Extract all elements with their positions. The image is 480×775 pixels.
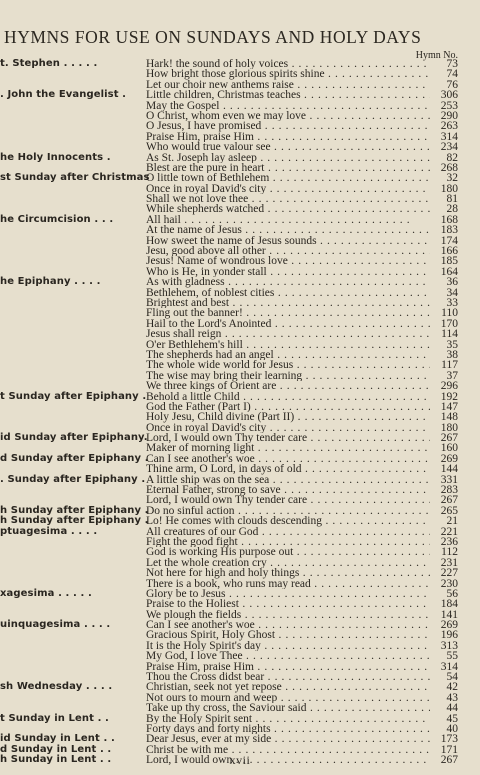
table-row: [0, 568, 480, 578]
hymn-number: 183: [440, 224, 458, 237]
table-row: [0, 693, 480, 703]
hymn-number: 230: [440, 577, 458, 590]
table-row: [0, 475, 480, 485]
table-row: [0, 662, 480, 672]
table-row: [0, 194, 480, 204]
table-row: [0, 641, 480, 651]
hymn-number: 44: [446, 702, 458, 715]
hymn-number: 21: [446, 515, 458, 528]
table-row: [0, 527, 480, 537]
occasion-label: h Sunday in Lent . .: [0, 754, 112, 766]
hymn-number: 28: [446, 203, 458, 216]
hymn-number: 173: [440, 733, 458, 746]
table-row: [0, 433, 480, 443]
hymn-number: 37: [446, 369, 458, 382]
hymn-title: Lord, I would own Thy tender care . .: [146, 433, 430, 443]
occasion-label: t Sunday after Epiphany .: [0, 390, 147, 402]
hymn-number: 42: [446, 681, 458, 694]
table-row: [0, 90, 480, 100]
hymn-number: 34: [446, 286, 458, 299]
hymn-number: 174: [440, 234, 458, 247]
occasion-label: t. Stephen . . . . .: [0, 58, 98, 69]
hymn-number: 221: [440, 525, 458, 538]
hymn-title: Dear Jesus, ever at my side . .: [146, 734, 430, 744]
hymn-title: Let the whole creation cry . .: [146, 558, 430, 568]
hymn-number: 263: [440, 120, 458, 133]
hymn-number: 144: [440, 463, 458, 476]
hymn-number: 267: [440, 754, 458, 767]
hymn-number: 313: [440, 639, 458, 652]
table-row: [0, 59, 480, 69]
hymn-number: 253: [440, 99, 458, 112]
hymn-title: Christ be with me . .: [146, 745, 430, 755]
hymn-number: 269: [440, 452, 458, 465]
hymn-title: Forty days and forty nights . .: [146, 724, 430, 734]
hymn-number: 267: [440, 432, 458, 445]
hymn-title: All creatures of our God . .: [146, 527, 430, 537]
table-row: [0, 454, 480, 464]
hymn-number-column-header: Hymn No.: [415, 50, 458, 61]
table-row: [0, 392, 480, 402]
table-row: [0, 547, 480, 557]
hymn-title: Who would true valour see . .: [146, 142, 430, 152]
hymn-title: God the Father (Part I) . .: [146, 402, 430, 412]
hymn-title: May the Gospel . .: [146, 101, 430, 111]
occasion-label: . Sunday after Epiphany .: [0, 473, 146, 485]
hymn-title: Thou the Cross didst bear . .: [146, 672, 430, 682]
hymn-number: 76: [446, 78, 458, 91]
hymn-number: 306: [440, 89, 458, 102]
hymn-number: 74: [446, 68, 458, 81]
hymn-title: Lord, I would own Thy tender care . .: [146, 495, 430, 505]
hymn-number: 114: [441, 328, 458, 341]
hymn-number: 331: [440, 473, 458, 486]
hymn-title: Hark! the sound of holy voices . .: [146, 59, 430, 69]
occasion-label: uinquagesima . . . .: [0, 619, 111, 631]
occasion-label: st Sunday after Christmas: [0, 172, 150, 184]
hymn-title: Do no sinful action . .: [146, 506, 430, 516]
hymn-title: Holy Jesu, Child divine (Part II) . .: [146, 412, 430, 422]
hymn-title: While shepherds watched . .: [146, 204, 430, 214]
table-row: [0, 329, 480, 339]
table-row: [0, 215, 480, 225]
hymn-number: 265: [440, 504, 458, 517]
hymn-number: 117: [441, 359, 458, 372]
table-row: [0, 630, 480, 640]
hymn-title: A little ship was on the sea . .: [146, 475, 430, 485]
hymn-title: We plough the fields . .: [146, 610, 430, 620]
hymn-title: Fling out the banner! . .: [146, 308, 430, 318]
hymn-number: 32: [446, 172, 458, 185]
hymn-number: 283: [440, 484, 458, 497]
table-row: [0, 402, 480, 412]
table-row: [0, 412, 480, 422]
hymn-title: Eternal Father, strong to save . .: [146, 485, 430, 495]
hymn-title: O Christ, whom even we may love . .: [146, 111, 430, 121]
table-row: [0, 225, 480, 235]
hymn-number: 43: [446, 691, 458, 704]
hymn-title: Little children, Christmas teaches . .: [146, 90, 430, 100]
hymn-number: 236: [440, 535, 458, 548]
hymn-number: 55: [446, 650, 458, 663]
hymn-number: 192: [440, 390, 458, 403]
hymn-number: 170: [440, 317, 458, 330]
hymn-number: 73: [446, 58, 458, 70]
hymn-title: Let our choir new anthems raise . .: [146, 80, 430, 90]
hymn-title: My God, I love Thee . .: [146, 651, 430, 661]
hymn-number: 314: [440, 660, 458, 673]
table-row: [0, 308, 480, 318]
hymn-title: Shall we not love thee . .: [146, 194, 430, 204]
hymn-title: Blest are the pure in heart . .: [146, 163, 430, 173]
hymn-number: 196: [440, 629, 458, 642]
table-row: [0, 69, 480, 79]
table-row: [0, 589, 480, 599]
hymn-number: 234: [440, 141, 458, 154]
table-row: [0, 360, 480, 370]
occasion-label: d Sunday in Lent . .: [0, 743, 112, 755]
hymn-title: Maker of morning light . .: [146, 443, 430, 453]
table-row: [0, 101, 480, 111]
table-row: [0, 371, 480, 381]
hymn-title: Take up thy cross, the Saviour said . .: [146, 703, 430, 713]
hymn-title: All hail . .: [146, 215, 430, 225]
occasion-label: sh Wednesday . . . .: [0, 681, 113, 693]
hymn-title: Praise Him, praise Him . .: [146, 132, 430, 142]
hymn-number: 171: [440, 743, 458, 756]
hymn-title: As St. Joseph lay asleep . .: [146, 153, 430, 163]
table-row: [0, 599, 480, 609]
hymn-title: Once in royal David's city . .: [146, 184, 430, 194]
hymn-number: 112: [441, 546, 458, 559]
hymn-number: 290: [440, 109, 458, 122]
hymn-title: By the Holy Spirit sent . .: [146, 714, 430, 724]
table-row: [0, 236, 480, 246]
table-row: [0, 350, 480, 360]
hymn-number: 35: [446, 338, 458, 351]
occasion-label: id Sunday after Epiphany.: [0, 432, 148, 444]
occasion-label: h Sunday after Epiphany .: [0, 515, 149, 527]
hymn-number: 269: [440, 619, 458, 632]
table-row: [0, 184, 480, 194]
hymn-number: 231: [440, 556, 458, 569]
table-row: [0, 153, 480, 163]
table-row: [0, 714, 480, 724]
hymn-title: Gracious Spirit, Holy Ghost . .: [146, 630, 430, 640]
hymn-title: How sweet the name of Jesus sounds . .: [146, 236, 430, 246]
hymn-number: 227: [440, 567, 458, 580]
hymn-number: 82: [446, 151, 458, 164]
hymn-title: Lord, I would own . .: [146, 755, 430, 765]
table-row: [0, 485, 480, 495]
hymn-title: Bethlehem, of noblest cities . .: [146, 288, 430, 298]
hymn-title: Jesus shall reign . .: [146, 329, 430, 339]
hymn-title: The whole wide world for Jesus . .: [146, 360, 430, 370]
occasion-label: he Circumcision . . .: [0, 213, 114, 225]
hymn-number: 81: [446, 193, 458, 206]
hymn-title: Praise Him, praise Him . .: [146, 662, 430, 672]
hymn-title: Praise to the Holiest . .: [146, 599, 430, 609]
hymn-table: [0, 59, 480, 766]
hymn-number: 268: [440, 161, 458, 174]
hymn-title: Jesus! Name of wondrous love . .: [146, 256, 430, 266]
table-row: [0, 620, 480, 630]
table-row: [0, 277, 480, 287]
table-row: [0, 682, 480, 692]
hymn-number: 56: [446, 587, 458, 600]
page-number: xvii: [229, 753, 251, 767]
hymn-title: Glory be to Jesus . .: [146, 589, 430, 599]
hymn-number: 110: [441, 307, 458, 320]
hymn-number: 296: [440, 380, 458, 393]
page-title: HYMNS FOR USE ON SUNDAYS AND HOLY DAYS: [4, 27, 422, 47]
hymn-title: Can I see another's woe . .: [146, 454, 430, 464]
hymn-title: God is working His purpose out . .: [146, 547, 430, 557]
occasion-label: xagesima . . . . .: [0, 587, 92, 599]
hymn-title: We three kings of Orient are . .: [146, 381, 430, 391]
hymn-number: 184: [440, 598, 458, 611]
table-row: [0, 319, 480, 329]
table-row: [0, 132, 480, 142]
occasion-label: . John the Evangelist .: [0, 89, 127, 101]
hymn-title: As with gladness . .: [146, 277, 430, 287]
hymn-number: 160: [440, 442, 458, 455]
hymn-title: O Jesus, I have promised . .: [146, 121, 430, 131]
table-row: [0, 298, 480, 308]
hymn-number: 36: [446, 276, 458, 289]
occasion-label: d Sunday after Epiphany .: [0, 452, 149, 464]
hymn-title: O little town of Bethlehem . .: [146, 173, 430, 183]
occasion-label: ptuagesima . . . .: [0, 525, 98, 537]
hymn-title: Lo! He comes with clouds descending . .: [146, 516, 430, 526]
hymn-title: Christian, seek not yet repose . .: [146, 682, 430, 692]
hymn-title: Once in royal David's city . .: [146, 423, 430, 433]
table-row: [0, 651, 480, 661]
hymn-number: 164: [440, 265, 458, 278]
hymn-title: Not ours to mourn and weep . .: [146, 693, 430, 703]
hymn-number: 267: [440, 494, 458, 507]
hymn-number: 185: [440, 255, 458, 268]
hymn-number: 54: [446, 671, 458, 684]
table-row: [0, 111, 480, 121]
hymn-number: 40: [446, 723, 458, 735]
hymn-number: 33: [446, 296, 458, 309]
hymn-title: Thine arm, O Lord, in days of old . .: [146, 464, 430, 474]
hymn-title: The wise may bring their learning . .: [146, 371, 430, 381]
hymn-number: 148: [440, 411, 458, 424]
table-row: [0, 381, 480, 391]
hymn-title: Hail to the Lord's Anointed . .: [146, 319, 430, 329]
table-row: [0, 340, 480, 350]
occasion-label: t Sunday in Lent . .: [0, 712, 109, 724]
table-row: [0, 121, 480, 131]
hymn-title: Brightest and best . .: [146, 298, 430, 308]
table-row: [0, 537, 480, 547]
hymn-title: At the name of Jesus . .: [146, 225, 430, 235]
table-row: [0, 288, 480, 298]
hymn-number: 168: [440, 213, 458, 226]
hymn-title: Behold a little Child . .: [146, 392, 430, 402]
hymn-number: 180: [440, 421, 458, 434]
hymn-title: O'er Bethlehem's hill . .: [146, 340, 430, 350]
hymn-title: Who is He, in yonder stall . .: [146, 267, 430, 277]
occasion-label: he Holy Innocents .: [0, 151, 111, 163]
hymn-number: 314: [440, 130, 458, 143]
hymn-title: Can I see another's woe . .: [146, 620, 430, 630]
table-row: [0, 246, 480, 256]
hymn-number: 38: [446, 348, 458, 361]
table-row: [0, 558, 480, 568]
hymn-number: 180: [440, 182, 458, 195]
occasion-label: h Sunday after Epiphany .: [0, 504, 149, 516]
hymn-number: 166: [440, 245, 458, 258]
hymn-title: Fight the good fight . .: [146, 537, 430, 547]
hymn-title: There is a book, who runs may read . .: [146, 579, 430, 589]
occasion-label: id Sunday in Lent . .: [0, 733, 115, 745]
hymn-number: 45: [446, 712, 458, 725]
table-row: [0, 256, 480, 266]
table-row: [0, 142, 480, 152]
hymn-number: 147: [440, 400, 458, 413]
hymn-title: Not here for high and holy things . .: [146, 568, 430, 578]
table-row: [0, 173, 480, 183]
hymn-number: 141: [440, 608, 458, 621]
hymn-title: It is the Holy Spirit's day . .: [146, 641, 430, 651]
hymn-title: Jesu, good above all other . .: [146, 246, 430, 256]
hymn-title: How bright those glorious spirits shine . .: [146, 69, 430, 79]
occasion-label: he Epiphany . . . .: [0, 276, 101, 288]
hymn-title: The shepherds had an angel . .: [146, 350, 430, 360]
